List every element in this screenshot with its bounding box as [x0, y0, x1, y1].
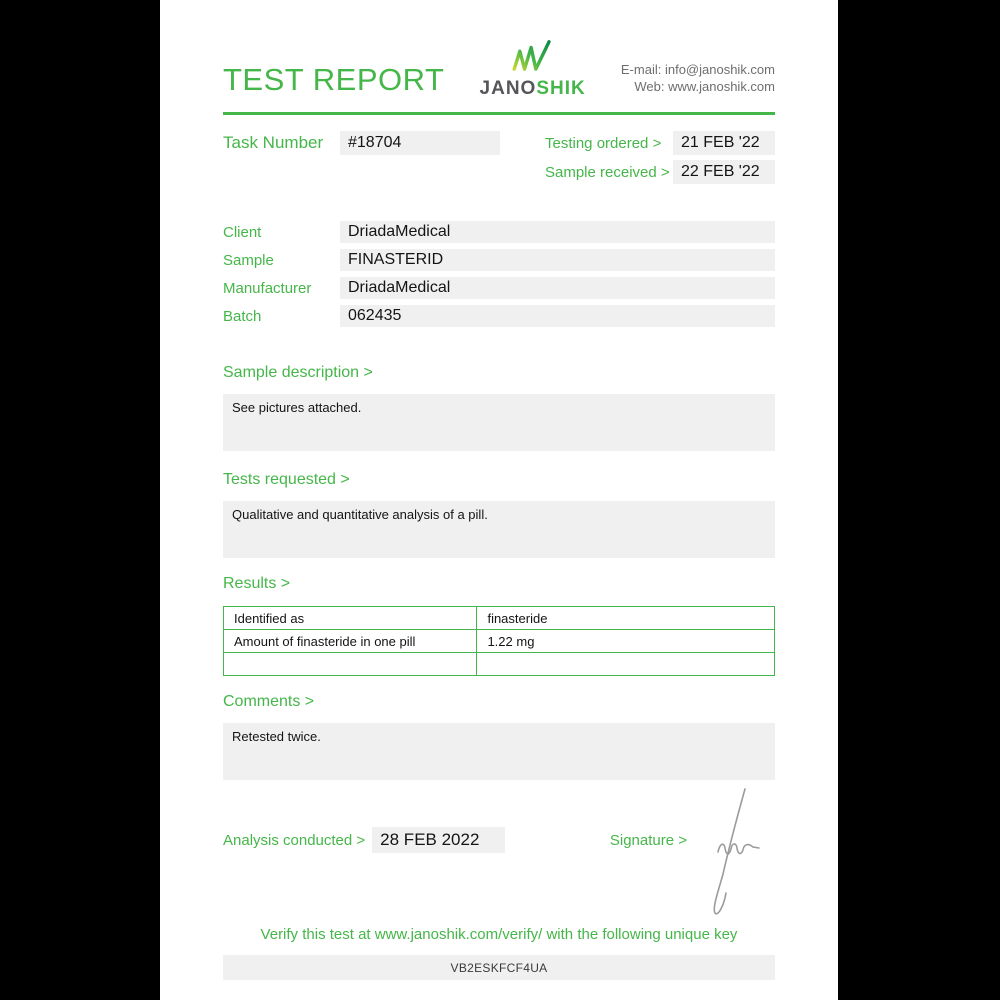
task-dates-block — [223, 131, 775, 184]
comments-box: Retested twice. — [223, 723, 775, 780]
sample-description-box: See pictures attached. — [223, 394, 775, 451]
sample-received-value: 22 FEB '22 — [673, 160, 775, 184]
testing-ordered-label: Testing ordered > — [545, 134, 662, 152]
results-heading: Results > — [223, 575, 291, 592]
client-row — [223, 221, 775, 243]
report-header — [223, 36, 775, 100]
manufacturer-row — [223, 277, 775, 299]
signature-label: Signature > — [609, 831, 687, 849]
tests-requested-heading: Tests requested > — [223, 471, 350, 488]
analysis-conducted-value: 28 FEB 2022 — [372, 827, 505, 853]
dates-block — [545, 131, 775, 184]
result-name-cell: Identified as — [224, 607, 477, 630]
manufacturer-value: DriadaMedical — [340, 277, 775, 299]
results-table — [223, 606, 775, 676]
bar-chart-logo-icon — [510, 39, 556, 76]
verify-text: Verify this test at www.janoshik.com/verify/ with the following unique key — [260, 926, 738, 943]
task-number-label: Task Number — [223, 133, 324, 152]
tests-requested-box: Qualitative and quantitative analysis of a pill. — [223, 501, 775, 558]
task-number-row — [223, 131, 500, 155]
client-label: Client — [223, 223, 262, 241]
web-value: www.janoshik.com — [668, 79, 775, 95]
sample-info-block — [223, 221, 775, 327]
sample-received-label: Sample received > — [545, 163, 670, 181]
contact-email-line — [621, 61, 775, 79]
sample-value: FINASTERID — [340, 249, 775, 271]
header-divider — [223, 112, 775, 115]
result-value-cell — [477, 653, 775, 676]
page-title: TEST REPORT — [223, 62, 445, 97]
contact-info — [621, 61, 775, 96]
batch-row — [223, 305, 775, 327]
logo-wordmark — [480, 78, 586, 100]
testing-ordered-value: 21 FEB '22 — [673, 131, 775, 155]
table-row — [224, 630, 775, 653]
signature-image — [693, 786, 768, 926]
comments-heading: Comments > — [223, 693, 315, 710]
result-value-cell: finasteride — [477, 607, 775, 630]
testing-ordered-row — [545, 131, 775, 155]
task-number-value: #18704 — [340, 131, 500, 155]
client-value: DriadaMedical — [340, 221, 775, 243]
result-name-cell: Amount of finasteride in one pill — [224, 630, 477, 653]
email-value: info@janoshik.com — [664, 61, 775, 77]
unique-key-box: VB2ESKFCF4UA — [223, 955, 775, 980]
sample-row — [223, 249, 775, 271]
batch-value: 062435 — [340, 305, 775, 327]
table-row — [224, 607, 775, 630]
table-row — [224, 653, 775, 676]
result-name-cell — [224, 653, 477, 676]
sample-received-row — [545, 160, 775, 184]
sample-label: Sample — [223, 251, 274, 269]
web-label: Web: — [634, 79, 665, 95]
manufacturer-label: Manufacturer — [223, 279, 312, 297]
contact-web-line — [621, 78, 775, 96]
report-page — [160, 0, 838, 1000]
logo — [480, 39, 586, 100]
analysis-conducted-label: Analysis conducted > — [223, 831, 366, 849]
email-label: E-mail: — [620, 61, 662, 77]
batch-label: Batch — [223, 307, 262, 325]
logo-text-green: SHIK — [536, 78, 586, 99]
result-value-cell: 1.22 mg — [477, 630, 775, 653]
sample-description-heading: Sample description > — [223, 364, 373, 381]
logo-text-dark: JANO — [479, 78, 537, 99]
